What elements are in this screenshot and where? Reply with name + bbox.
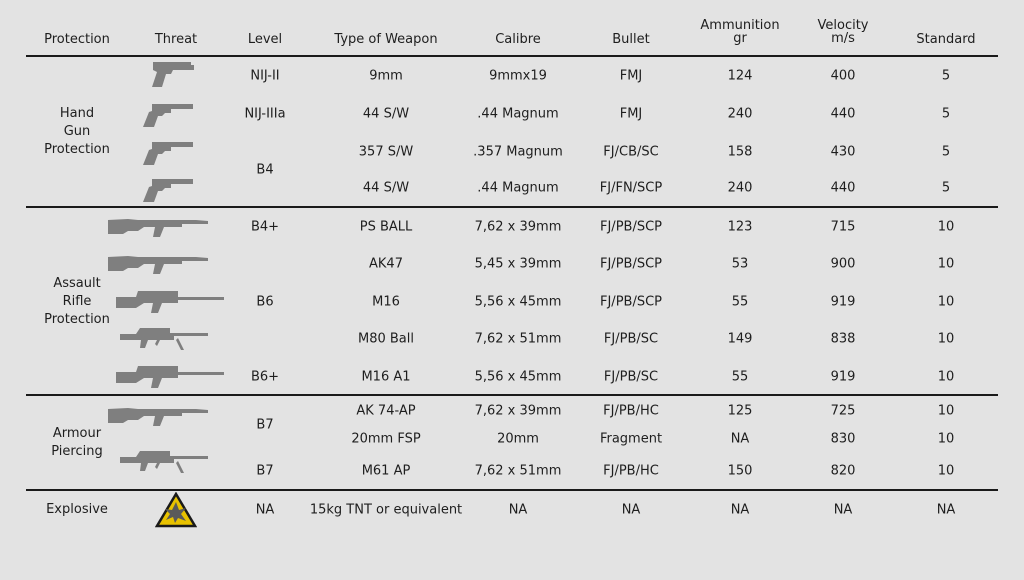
pistol-icon	[149, 59, 197, 89]
level-cell: B7	[256, 417, 274, 433]
weapon-cell: PS BALL	[359, 219, 413, 235]
velocity-cell: 440	[830, 180, 856, 196]
header-velocity	[818, 19, 869, 45]
calibre-cell: .44 Magnum	[477, 180, 559, 196]
weapon-cell: AK47	[369, 256, 403, 272]
calibre-cell: 5,56 x 45mm	[474, 294, 562, 310]
ammunition-cell: 125	[727, 403, 753, 419]
ammunition-cell: 240	[727, 180, 753, 196]
bullet-cell: Fragment	[599, 431, 663, 447]
assault-rifle-icon	[106, 249, 210, 279]
bullet-cell: FJ/PB/HC	[603, 403, 659, 419]
header-velocity-line2: m/s	[831, 31, 855, 46]
velocity-cell: 830	[830, 431, 856, 447]
level-cell: B4+	[250, 219, 280, 235]
level-cell: B4	[256, 162, 274, 178]
velocity-cell: 820	[830, 463, 856, 479]
ammunition-cell: NA	[730, 431, 750, 447]
bullet-cell: FJ/PB/SCP	[600, 219, 662, 235]
group-line: Rifle	[62, 294, 92, 309]
calibre-cell: 9mmx19	[489, 68, 547, 84]
revolver-icon	[141, 98, 201, 128]
weapon-cell: 44 S/W	[362, 106, 410, 122]
bullet-cell: NA	[621, 502, 641, 518]
velocity-cell: NA	[833, 502, 853, 518]
weapon-cell: 357 S/W	[358, 144, 414, 160]
level-cell: B7	[256, 463, 274, 479]
weapon-cell: M16	[372, 294, 400, 310]
level-cell: B6	[256, 294, 274, 310]
explosive-hazard-icon	[155, 492, 197, 528]
calibre-cell: NA	[508, 502, 528, 518]
ammunition-cell: NA	[730, 502, 750, 518]
bullet-cell: FJ/PB/SC	[603, 369, 659, 385]
revolver-icon	[141, 136, 201, 166]
velocity-cell: 919	[830, 369, 856, 385]
group-assault-rifle	[44, 275, 110, 329]
standard-cell: 10	[937, 403, 955, 419]
ammunition-cell: 55	[731, 369, 749, 385]
m16-rifle-icon	[114, 287, 226, 317]
weapon-cell: M80 Ball	[358, 331, 414, 347]
header-weapon: Type of Weapon	[334, 32, 438, 47]
velocity-cell: 715	[830, 219, 856, 235]
group-line: Protection	[44, 142, 110, 157]
standard-cell: 10	[937, 294, 955, 310]
bullet-cell: FJ/PB/SC	[603, 331, 659, 347]
weapon-cell: 15kg TNT or equivalent	[309, 502, 463, 518]
bullet-cell: FJ/FN/SCP	[599, 180, 663, 196]
velocity-cell: 430	[830, 144, 856, 160]
calibre-cell: 7,62 x 39mm	[474, 219, 562, 235]
standard-cell: 10	[937, 219, 955, 235]
weapon-cell: 20mm FSP	[351, 431, 421, 447]
bullet-cell: FJ/PB/SCP	[600, 294, 662, 310]
calibre-cell: .44 Magnum	[477, 106, 559, 122]
standard-cell: 10	[937, 369, 955, 385]
header-ammunition-line1: Ammunition	[700, 18, 780, 33]
calibre-cell: 5,45 x 39mm	[474, 256, 562, 272]
bullet-cell: FJ/PB/SCP	[600, 256, 662, 272]
group-line: Hand	[59, 106, 95, 121]
group-line: Gun	[63, 124, 91, 139]
ammunition-cell: 149	[727, 331, 753, 347]
velocity-cell: 900	[830, 256, 856, 272]
bullet-cell: FMJ	[619, 68, 643, 84]
assault-rifle-icon	[106, 401, 210, 431]
header-bullet: Bullet	[612, 32, 650, 47]
assault-rifle-icon	[106, 212, 210, 242]
machine-gun-icon	[118, 324, 210, 354]
level-cell: NIJ-IIIa	[244, 106, 286, 122]
level-cell: NA	[255, 502, 275, 518]
bullet-cell: FJ/PB/HC	[603, 463, 659, 479]
group-line: Piercing	[51, 444, 103, 459]
standard-cell: 5	[941, 68, 951, 84]
group-armour-piercing	[51, 425, 102, 461]
calibre-cell: 7,62 x 51mm	[474, 463, 562, 479]
velocity-cell: 919	[830, 294, 856, 310]
standard-cell: 10	[937, 256, 955, 272]
header-calibre: Calibre	[495, 32, 541, 47]
calibre-cell: 20mm	[497, 431, 539, 447]
calibre-cell: 7,62 x 51mm	[474, 331, 562, 347]
velocity-cell: 725	[830, 403, 856, 419]
standard-cell: NA	[936, 502, 956, 518]
header-velocity-line1: Velocity	[817, 18, 869, 33]
ammunition-cell: 55	[731, 294, 749, 310]
group-line: Armour	[52, 426, 102, 441]
ammunition-cell: 150	[727, 463, 753, 479]
header-protection: Protection	[44, 32, 110, 47]
calibre-cell: 5,56 x 45mm	[474, 369, 562, 385]
weapon-cell: 9mm	[369, 68, 403, 84]
header-ammunition-line2: gr	[733, 31, 747, 46]
m16-rifle-icon	[114, 362, 226, 392]
revolver-icon	[141, 173, 201, 203]
group-hand-gun	[44, 105, 110, 159]
header-ammunition	[700, 19, 779, 45]
weapon-cell: M16 A1	[361, 369, 411, 385]
ammunition-cell: 123	[727, 219, 753, 235]
velocity-cell: 400	[830, 68, 856, 84]
group-line: Assault	[53, 276, 101, 291]
calibre-cell: 7,62 x 39mm	[474, 403, 562, 419]
weapon-cell: M61 AP	[361, 463, 411, 479]
group-divider-3	[26, 489, 998, 491]
bullet-cell: FJ/CB/SC	[603, 144, 659, 160]
level-cell: NIJ-II	[250, 68, 280, 84]
velocity-cell: 440	[830, 106, 856, 122]
weapon-cell: AK 74-AP	[356, 403, 416, 419]
bullet-cell: FMJ	[619, 106, 643, 122]
header-level: Level	[247, 32, 283, 47]
group-divider-1	[26, 206, 998, 208]
velocity-cell: 838	[830, 331, 856, 347]
group-line: Explosive	[46, 502, 108, 517]
calibre-cell: .357 Magnum	[473, 144, 563, 160]
header-standard: Standard	[916, 32, 976, 47]
ammunition-cell: 53	[731, 256, 749, 272]
ammunition-cell: 240	[727, 106, 753, 122]
header-divider	[26, 55, 998, 57]
weapon-cell: 44 S/W	[362, 180, 410, 196]
ammunition-cell: 124	[727, 68, 753, 84]
standard-cell: 10	[937, 463, 955, 479]
standard-cell: 5	[941, 106, 951, 122]
machine-gun-icon	[118, 447, 210, 477]
standard-cell: 5	[941, 144, 951, 160]
ammunition-cell: 158	[727, 144, 753, 160]
standard-cell: 5	[941, 180, 951, 196]
header-threat: Threat	[154, 32, 198, 47]
group-line: Protection	[44, 312, 110, 327]
standard-cell: 10	[937, 331, 955, 347]
level-cell: B6+	[250, 369, 280, 385]
group-divider-2	[26, 394, 998, 396]
group-explosive	[46, 501, 108, 519]
standard-cell: 10	[937, 431, 955, 447]
